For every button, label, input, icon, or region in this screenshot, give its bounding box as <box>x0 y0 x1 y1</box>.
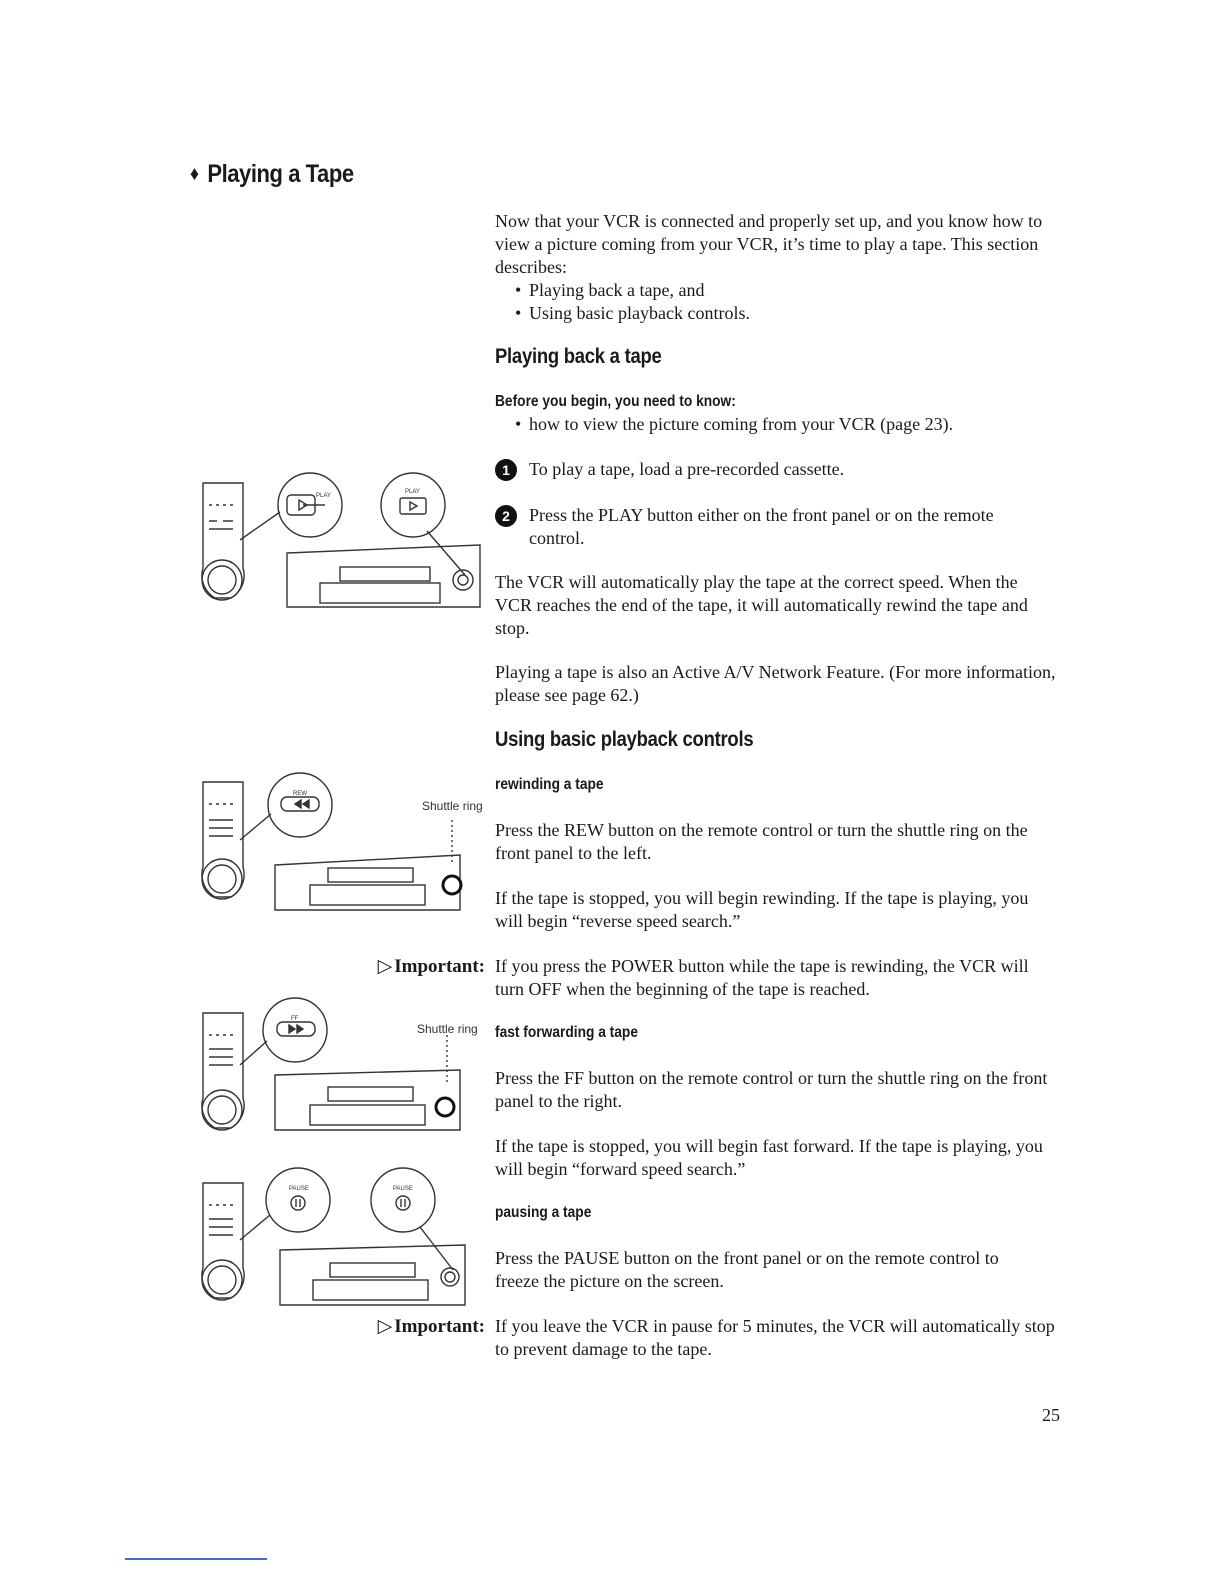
rew-label: REW <box>293 791 307 797</box>
triangle-right-icon: ▷ <box>377 956 393 977</box>
rewind-diagram <box>195 770 490 920</box>
shuttle-ring-label: Shuttle ring <box>417 1022 478 1036</box>
page-title: ♦ Playing a Tape <box>190 160 354 188</box>
step-1 <box>495 458 1070 481</box>
before-you-begin-list <box>495 413 1070 436</box>
intro-section <box>495 210 1070 325</box>
intro-bullet: • Playing back a tape, and <box>495 279 1070 302</box>
rewind-illustration <box>195 770 490 920</box>
vcr-front-panel <box>287 545 480 607</box>
pause-button-icon <box>291 1196 305 1210</box>
important-label: ▷ Important: <box>377 1316 485 1337</box>
diamond-icon: ♦ <box>190 163 199 185</box>
fast-forwarding-heading: fast forwarding a tape <box>495 1024 638 1041</box>
play-label: PLAY <box>405 489 420 495</box>
step-text: Press the PLAY button either on the front panel or on the remote control. <box>529 505 994 548</box>
pause-button-callout <box>266 1168 330 1232</box>
shuttle-ring-icon <box>436 1098 454 1116</box>
vcr-front-panel <box>280 1245 465 1305</box>
step-number-2: 2 <box>495 505 517 527</box>
before-you-begin-heading: Before you begin, you need to know: <box>495 393 736 410</box>
rewinding-paragraph-1: Press the REW button on the remote control or turn the shuttle ring on the front panel to the left. <box>495 820 1028 863</box>
pause-diagram <box>195 1165 490 1310</box>
vcr-front-panel <box>275 1070 460 1130</box>
intro-bullet: • Using basic playback controls. <box>495 302 1070 325</box>
front-play-callout <box>381 473 445 537</box>
shuttle-ring-icon <box>443 876 461 894</box>
pause-label: PAUSE <box>289 1186 309 1192</box>
pausing-heading: pausing a tape <box>495 1204 592 1221</box>
shuttle-ring-label: Shuttle ring <box>422 799 483 813</box>
active-av-paragraph: Playing a tape is also an Active A/V Network Feature. (For more information, please see page 62.) <box>495 662 1056 705</box>
step-number-1: 1 <box>495 459 517 481</box>
rewinding-heading: rewinding a tape <box>495 776 604 793</box>
front-pause-callout <box>371 1168 435 1232</box>
pausing-important-text: If you leave the VCR in pause for 5 minutes, the VCR will automatically stop to prevent damage to the tape. <box>495 1316 1055 1359</box>
play-illustration <box>195 465 490 615</box>
pausing-paragraph-1: Press the PAUSE button on the front panel or on the remote control to freeze the picture on the screen. <box>495 1248 999 1291</box>
ff-button-callout <box>263 998 327 1062</box>
pause-illustration <box>195 1165 490 1310</box>
fast-forwarding-paragraph-1: Press the FF button on the remote control or turn the shuttle ring on the front panel to the right. <box>495 1068 1048 1111</box>
prereq-bullet: • how to view the picture coming from your VCR (page 23). <box>495 413 1070 436</box>
playback-auto-paragraph: The VCR will automatically play the tape at the correct speed. When the VCR reaches the end of the tape, it will automatically rewind the tape and stop. <box>495 572 1028 638</box>
page-number: 25 <box>1042 1405 1060 1425</box>
intro-paragraph: Now that your VCR is connected and properly set up, and you know how to view a picture coming from your VCR, it’s time to play a tape. This section describes: <box>495 211 1043 277</box>
fast-forward-diagram <box>195 995 490 1140</box>
play-label: PLAY <box>316 493 331 499</box>
important-label: ▷ Important: <box>377 956 485 977</box>
step-text: To play a tape, load a pre-recorded cassette. <box>529 459 845 479</box>
fast-forward-illustration <box>195 995 490 1140</box>
play-diagram <box>195 465 490 615</box>
triangle-right-icon: ▷ <box>377 1316 393 1337</box>
section-heading-basic-controls: Using basic playback controls <box>495 728 754 751</box>
fast-forwarding-paragraph-2: If the tape is stopped, you will begin fast forward. If the tape is playing, you will begin “forward speed search.” <box>495 1136 1043 1179</box>
rewinding-important-text: If you press the POWER button while the tape is rewinding, the VCR will turn OFF when the beginning of the tape is reached. <box>495 956 1029 999</box>
bottom-rule <box>125 1558 267 1560</box>
section-heading-playing-back: Playing back a tape <box>495 345 662 368</box>
step-2 <box>495 504 1040 550</box>
ff-label: FF <box>291 1016 299 1022</box>
pause-label: PAUSE <box>393 1186 413 1192</box>
rewinding-paragraph-2: If the tape is stopped, you will begin rewinding. If the tape is playing, you will begin “reverse speed search.” <box>495 888 1029 931</box>
